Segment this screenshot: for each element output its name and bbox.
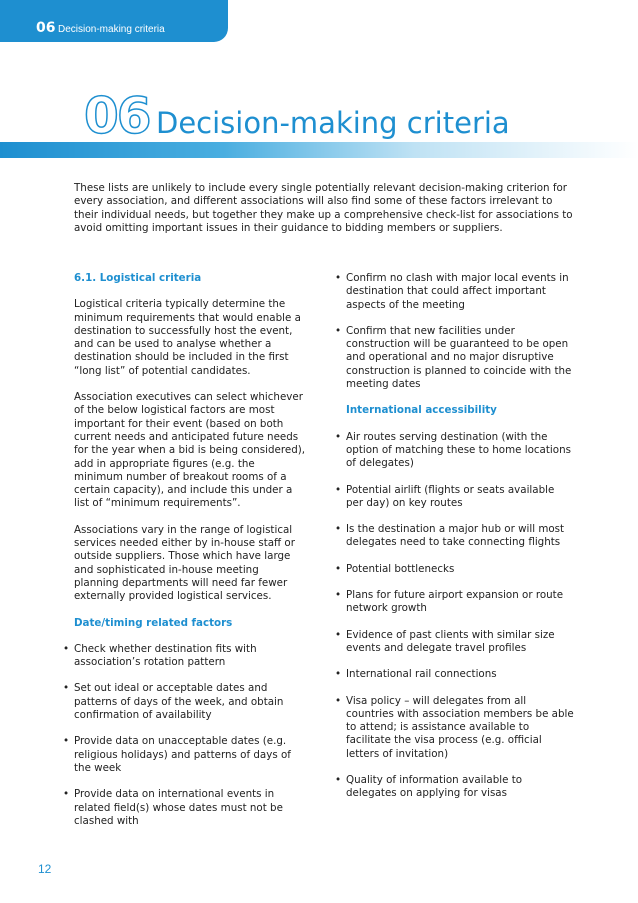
list-item: • Set out ideal or acceptable dates and patterns of days of the week, and obtain confirmation of availability xyxy=(74,682,306,722)
paragraph: Logistical criteria typically determine the minimum requirements that would enable a destination to successfully host the event, and can be used to analyse whether a destination should be included in the first “long list” of potential candidates. xyxy=(74,298,301,377)
left-column xyxy=(74,272,306,841)
intro-paragraph: These lists are unlikely to include every single potentially relevant decision-making criterion for every association, and different associations will also find some of these factors irrelevant to their individual needs, but together they make up a comprehensive check-list for associations to avoid omitting important issues in their guidance to bidding members or suppliers. xyxy=(74,182,573,234)
subheading-date-timing: Date/timing related factors xyxy=(74,616,233,629)
right-column xyxy=(346,272,574,814)
list-item: • Check whether destination fits with association’s rotation pattern xyxy=(74,643,306,670)
list-item: • Visa policy – will delegates from all countries with association members be able to attend; is assistance available to facilitate the visa process (e.g. official letters of invitation) xyxy=(346,695,574,761)
list-item: • Quality of information available to delegates on applying for visas xyxy=(346,774,574,801)
list-item: • Plans for future airport expansion or route network growth xyxy=(346,589,574,616)
accessibility-list xyxy=(346,431,574,801)
list-item: • Potential airlift (flights or seats available per day) on key routes xyxy=(346,484,574,511)
paragraph: Associations vary in the range of logistical services needed either by in-house staff or outside suppliers. Those which have large and sophisticated in-house meeting planning departments will need far fewer externally provided logistical services. xyxy=(74,523,295,603)
chapter-tab xyxy=(0,0,228,42)
list-item: • Confirm no clash with major local events in destination that could affect important aspects of the meeting xyxy=(346,272,574,312)
list-item: • Is the destination a major hub or will most delegates need to take connecting flights xyxy=(346,523,574,550)
paragraph: Association executives can select whichever of the below logistical factors are most important for their event (based on both current needs and anticipated future needs for the year when a bid is being considered), add in appropriate figures (e.g. the minimum number of breakout rooms of a certain capacity), and include this under a list of “minimum requirements”. xyxy=(74,391,306,510)
list-item: • Potential bottlenecks xyxy=(346,563,574,576)
list-item: • International rail connections xyxy=(346,668,574,681)
list-item: • Provide data on unacceptable dates (e.g. religious holidays) and patterns of days of the week xyxy=(74,735,306,775)
page-number: 12 xyxy=(38,862,52,876)
date-timing-list-continued xyxy=(346,272,574,391)
list-item: • Evidence of past clients with similar size events and delegate travel profiles xyxy=(346,629,574,656)
date-timing-list xyxy=(74,643,306,828)
list-item: • Confirm that new facilities under construction will be guaranteed to be open and operational and no major disruptive construction is planned to coincide with the meeting dates xyxy=(346,325,574,391)
subheading-international-accessibility: International accessibility xyxy=(346,404,497,417)
chapter-title: Decision-making criteria xyxy=(156,106,510,140)
chapter-number: 06 xyxy=(84,87,150,145)
tab-chapter-title: Decision-making criteria xyxy=(58,24,165,35)
list-item: • Provide data on international events in related field(s) whose dates must not be clashed with xyxy=(74,788,306,828)
section-heading: 6.1. Logistical criteria xyxy=(74,272,202,284)
tab-chapter-number: 06 xyxy=(36,20,56,36)
list-item: • Air routes serving destination (with the option of matching these to home locations of delegates) xyxy=(346,431,574,471)
